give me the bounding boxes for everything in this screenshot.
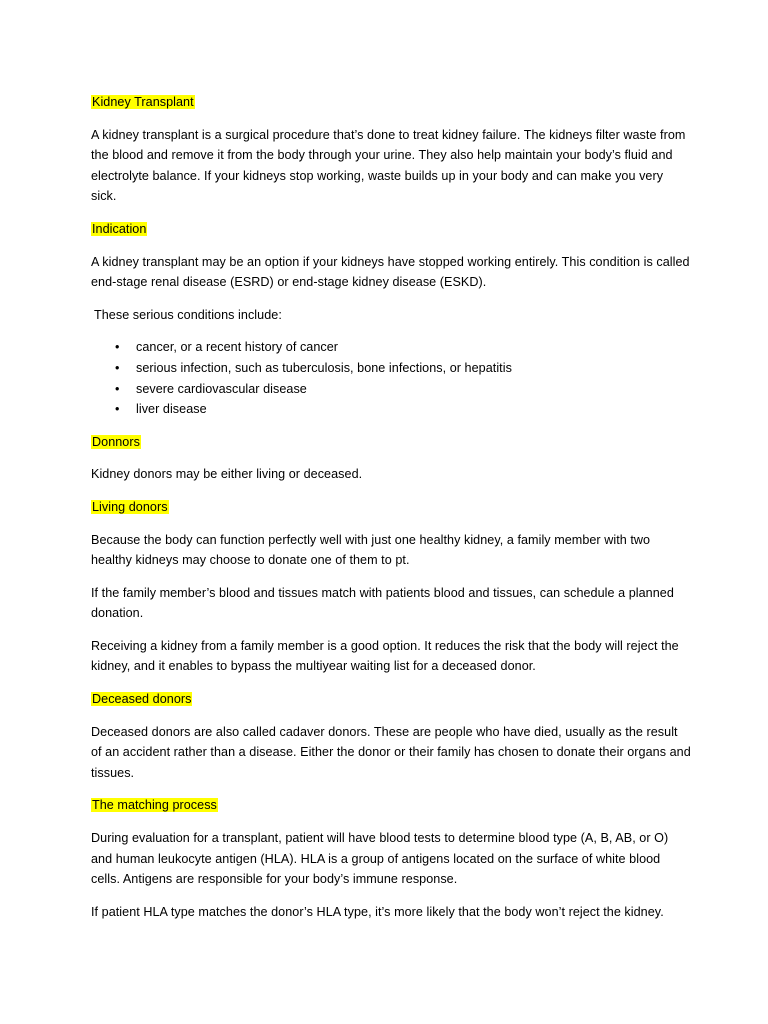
section-heading-text: The matching process (92, 798, 217, 813)
living-donors-paragraph-1: Because the body can function perfectly well with just one healthy kidney, a family member with two healthy kidneys may choose to donate one of them to pt. (91, 532, 651, 568)
section-heading-text: Living donors (92, 499, 168, 514)
list-item (91, 399, 691, 420)
section-heading-living-donors (91, 497, 691, 518)
indication-paragraph-2: These serious conditions include: (94, 307, 282, 322)
bullet-icon: • (115, 360, 120, 375)
list-item-text: cancer, or a recent history of cancer (136, 340, 339, 355)
document-title (91, 92, 691, 113)
conditions-list (91, 337, 691, 419)
section-heading-text: Indication (92, 221, 147, 236)
list-item-text: liver disease (136, 402, 207, 417)
document-title-text: Kidney Transplant (92, 95, 194, 109)
section-heading-text: Deceased donors (92, 692, 192, 707)
section-heading-text: Donnors (92, 434, 140, 449)
donors-paragraph-1: Kidney donors may be either living or deceased. (91, 467, 363, 482)
list-item (91, 379, 691, 400)
list-item (91, 337, 691, 358)
document-body (91, 92, 691, 934)
list-item (91, 358, 691, 379)
section-heading-donors (91, 432, 691, 453)
section-heading-indication (91, 219, 691, 240)
living-donors-paragraph-2: If the family member’s blood and tissues match with patients blood and tissues, can schedule a planned donation. (91, 585, 674, 621)
matching-paragraph-2: If patient HLA type matches the donor’s HLA type, it’s more likely that the body won’t reject the kidney. (91, 904, 664, 919)
matching-paragraph-1: During evaluation for a transplant, patient will have blood tests to determine blood type (A, B, AB, or O) and human leukocyte antigen (HLA). HLA is a group of antigens located on the surface of white blood cells. Antigens are responsible for your body’s immune response. (91, 831, 669, 887)
section-heading-matching-process (91, 795, 691, 816)
indication-paragraph-1: A kidney transplant may be an option if your kidneys have stopped working entirely. This condition is called end-stage renal disease (ESRD) or end-stage kidney disease (ESKD). (91, 254, 690, 290)
deceased-donors-paragraph-1: Deceased donors are also called cadaver donors. These are people who have died, usually as the result of an accident rather than a disease. Either the donor or their family has chosen to donate their organs and tissues. (91, 724, 691, 780)
section-heading-deceased-donors (91, 689, 691, 710)
bullet-icon: • (115, 381, 120, 396)
list-item-text: serious infection, such as tuberculosis, bone infections, or hepatitis (136, 360, 512, 375)
living-donors-paragraph-3: Receiving a kidney from a family member is a good option. It reduces the risk that the body will reject the kidney, and it enables to bypass the multiyear waiting list for a deceased donor. (91, 638, 679, 674)
bullet-icon: • (115, 340, 120, 355)
intro-paragraph: A kidney transplant is a surgical procedure that’s done to treat kidney failure. The kidneys filter waste from the blood and remove it from the body through your urine. They also help maintain your body’s fluid and electrolyte balance. If your kidneys stop working, waste builds up in your body and can make you very sick. (91, 127, 686, 204)
bullet-icon: • (115, 402, 120, 417)
list-item-text: severe cardiovascular disease (136, 381, 307, 396)
